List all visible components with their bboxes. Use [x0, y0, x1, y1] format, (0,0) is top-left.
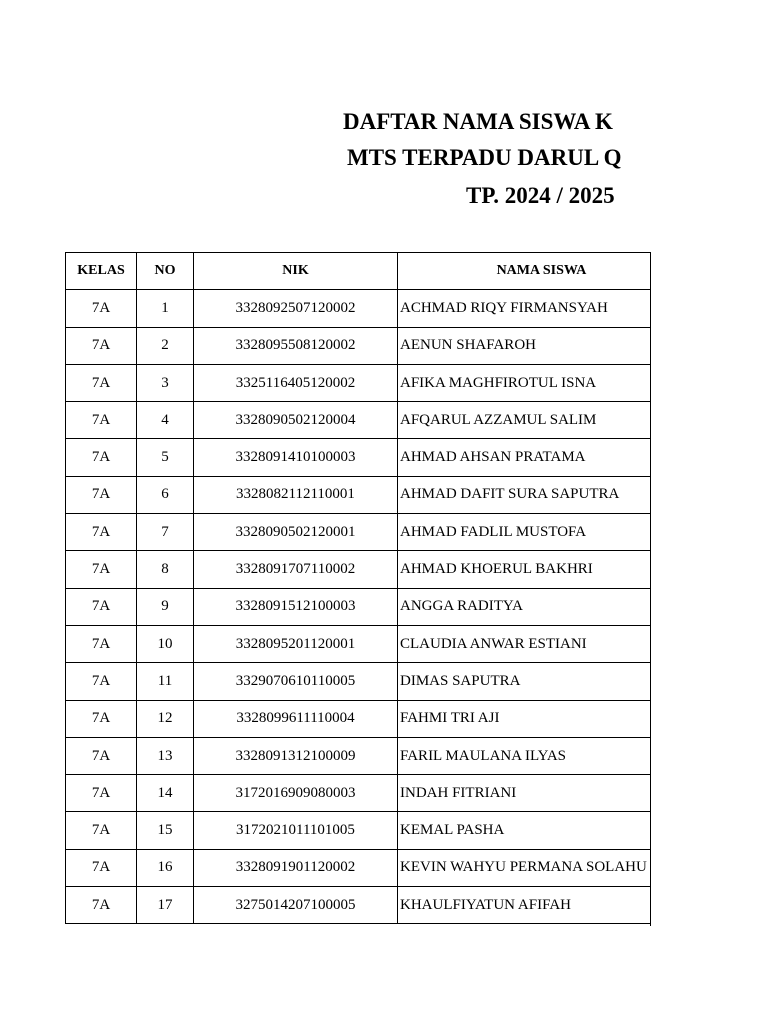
document-title-line-2: MTS TERPADU DARUL Q: [347, 145, 622, 170]
table-row: [66, 476, 652, 513]
table-row: [66, 663, 652, 700]
cell-kelas: 7A: [66, 775, 137, 812]
cell-no: 6: [137, 476, 194, 513]
cell-nik: 3328099611110004: [194, 700, 398, 737]
cell-nama-siswa: FAHMI TRI AJI: [398, 700, 652, 737]
cell-no: 5: [137, 439, 194, 476]
table-row: [66, 290, 652, 327]
cell-nik: 3328091512100003: [194, 588, 398, 625]
cell-nik: 3275014207100005: [194, 887, 398, 924]
cell-no: 12: [137, 700, 194, 737]
header-kelas: KELAS: [66, 253, 137, 290]
cell-nama-siswa: AHMAD FADLIL MUSTOFA: [398, 514, 652, 551]
cell-kelas: 7A: [66, 514, 137, 551]
table-right-border: [650, 252, 651, 926]
cell-nama-siswa: CLAUDIA ANWAR ESTIANI: [398, 625, 652, 662]
cell-no: 2: [137, 327, 194, 364]
header-nama-siswa: NAMA SISWA: [398, 253, 652, 290]
cell-nama-siswa: INDAH FITRIANI: [398, 775, 652, 812]
cell-kelas: 7A: [66, 849, 137, 886]
cell-nik: 3328091901120002: [194, 849, 398, 886]
header-nik: NIK: [194, 253, 398, 290]
cell-nik: 3325116405120002: [194, 364, 398, 401]
table-body: [66, 290, 652, 924]
cell-no: 14: [137, 775, 194, 812]
cell-kelas: 7A: [66, 625, 137, 662]
cell-nama-siswa: AFIKA MAGHFIROTUL ISNA: [398, 364, 652, 401]
cell-nik: 3172021011101005: [194, 812, 398, 849]
cell-kelas: 7A: [66, 887, 137, 924]
cell-no: 11: [137, 663, 194, 700]
cell-nama-siswa: KEMAL PASHA: [398, 812, 652, 849]
table-row: [66, 812, 652, 849]
table-row: [66, 737, 652, 774]
cell-no: 4: [137, 402, 194, 439]
cell-nama-siswa: AHMAD KHOERUL BAKHRI: [398, 551, 652, 588]
cell-nik: 3328092507120002: [194, 290, 398, 327]
cell-nik: 3328095508120002: [194, 327, 398, 364]
cell-kelas: 7A: [66, 588, 137, 625]
cell-no: 10: [137, 625, 194, 662]
cell-kelas: 7A: [66, 327, 137, 364]
table-header-row: [66, 253, 652, 290]
cell-nik: 3328090502120001: [194, 514, 398, 551]
cell-no: 17: [137, 887, 194, 924]
cell-no: 13: [137, 737, 194, 774]
cell-no: 3: [137, 364, 194, 401]
table-row: [66, 327, 652, 364]
cell-no: 1: [137, 290, 194, 327]
cell-kelas: 7A: [66, 737, 137, 774]
cell-nik: 3172016909080003: [194, 775, 398, 812]
student-table: [65, 252, 651, 924]
cell-nama-siswa: ANGGA RADITYA: [398, 588, 652, 625]
cell-no: 15: [137, 812, 194, 849]
document-title-line-3: TP. 2024 / 2025: [466, 183, 615, 208]
cell-nama-siswa: AFQARUL AZZAMUL SALIM: [398, 402, 652, 439]
cell-kelas: 7A: [66, 476, 137, 513]
cell-nama-siswa: AHMAD DAFIT SURA SAPUTRA: [398, 476, 652, 513]
table-row: [66, 514, 652, 551]
table-row: [66, 700, 652, 737]
cell-kelas: 7A: [66, 290, 137, 327]
cell-nik: 3328082112110001: [194, 476, 398, 513]
cell-no: 8: [137, 551, 194, 588]
cell-nama-siswa: ACHMAD RIQY FIRMANSYAH: [398, 290, 652, 327]
document-title-line-1: DAFTAR NAMA SISWA K: [343, 109, 613, 134]
table-row: [66, 849, 652, 886]
cell-nama-siswa: KEVIN WAHYU PERMANA SOLAHU: [398, 849, 652, 886]
cell-nama-siswa: KHAULFIYATUN AFIFAH: [398, 887, 652, 924]
header-no: NO: [137, 253, 194, 290]
table-row: [66, 588, 652, 625]
cell-no: 9: [137, 588, 194, 625]
table-row: [66, 439, 652, 476]
cell-nik: 3328091312100009: [194, 737, 398, 774]
cell-nama-siswa: DIMAS SAPUTRA: [398, 663, 652, 700]
table-row: [66, 625, 652, 662]
cell-kelas: 7A: [66, 402, 137, 439]
table-row: [66, 887, 652, 924]
cell-kelas: 7A: [66, 439, 137, 476]
cell-nama-siswa: AENUN SHAFAROH: [398, 327, 652, 364]
cell-kelas: 7A: [66, 551, 137, 588]
cell-kelas: 7A: [66, 364, 137, 401]
cell-kelas: 7A: [66, 663, 137, 700]
cell-nik: 3329070610110005: [194, 663, 398, 700]
table-row: [66, 551, 652, 588]
cell-no: 16: [137, 849, 194, 886]
cell-nik: 3328090502120004: [194, 402, 398, 439]
table-row: [66, 775, 652, 812]
cell-no: 7: [137, 514, 194, 551]
cell-nik: 3328091410100003: [194, 439, 398, 476]
table-row: [66, 402, 652, 439]
cell-nik: 3328095201120001: [194, 625, 398, 662]
cell-nama-siswa: AHMAD AHSAN PRATAMA: [398, 439, 652, 476]
cell-kelas: 7A: [66, 700, 137, 737]
cell-nama-siswa: FARIL MAULANA ILYAS: [398, 737, 652, 774]
table-row: [66, 364, 652, 401]
cell-nik: 3328091707110002: [194, 551, 398, 588]
cell-kelas: 7A: [66, 812, 137, 849]
